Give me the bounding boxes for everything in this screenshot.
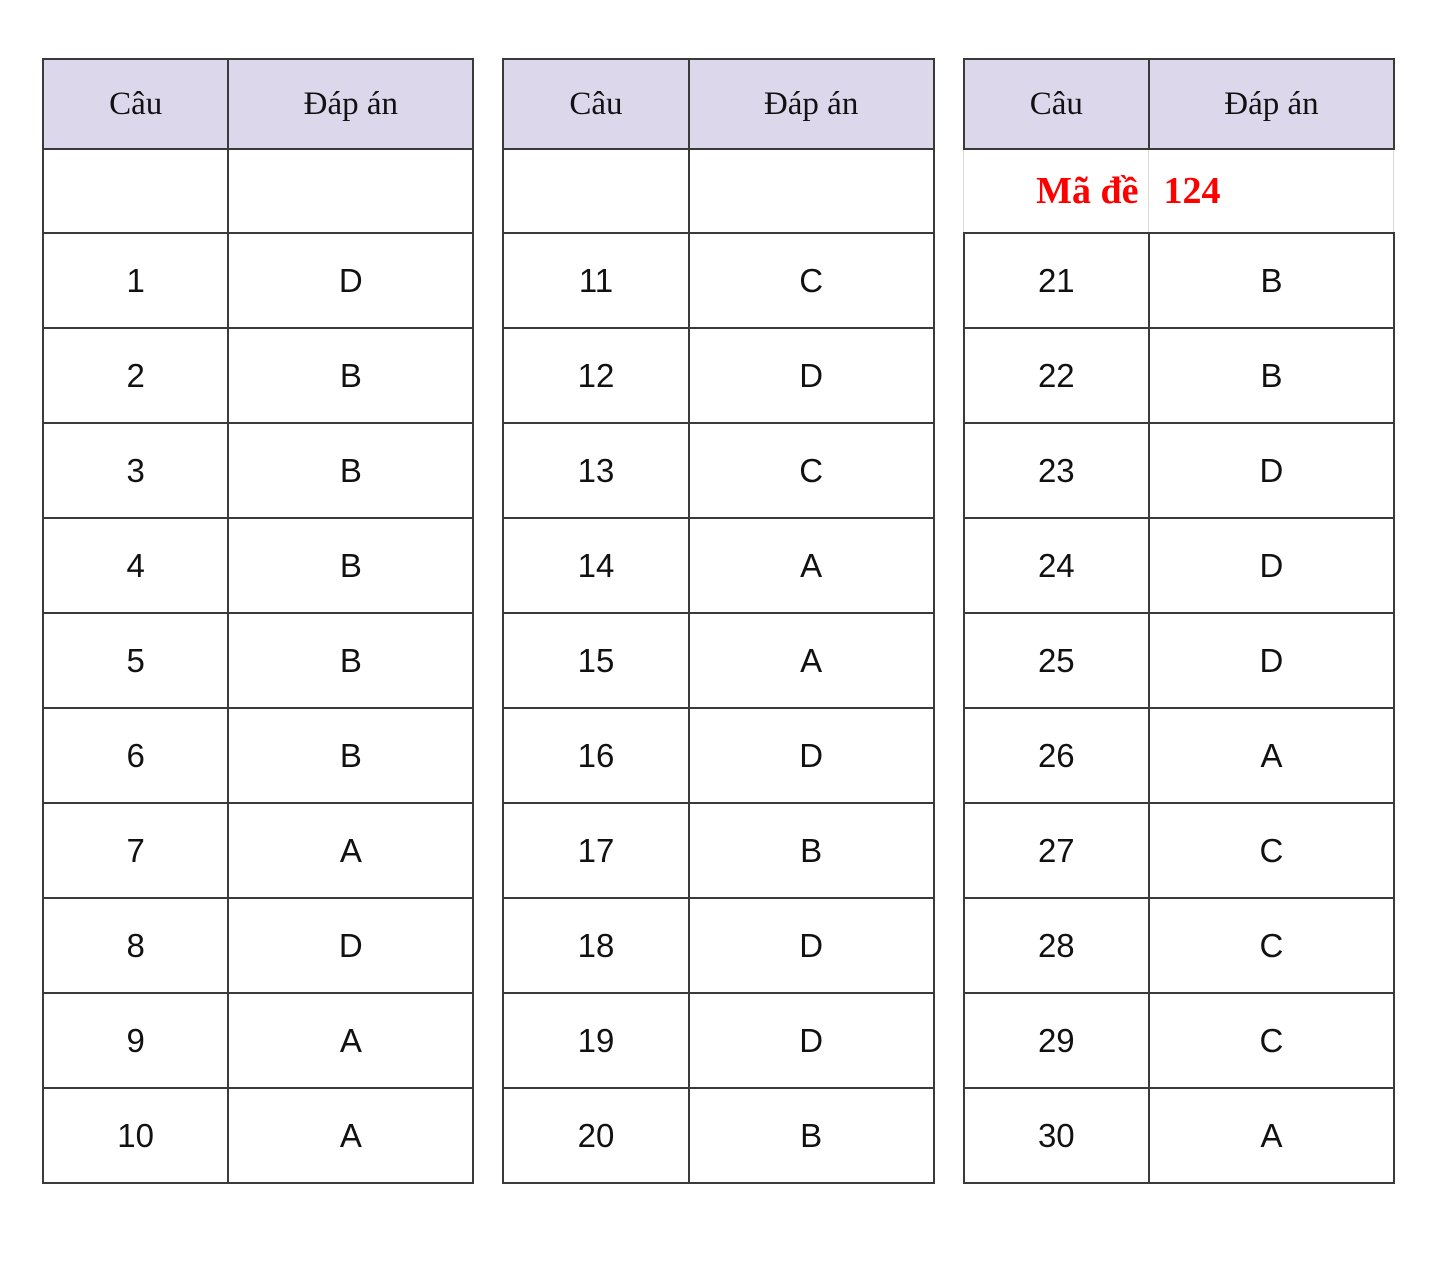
question-number: 17: [503, 803, 688, 898]
question-number: 15: [503, 613, 688, 708]
table-row: [43, 518, 473, 613]
question-number: 23: [964, 423, 1149, 518]
question-number: 27: [964, 803, 1149, 898]
question-number: 14: [503, 518, 688, 613]
table-row: [964, 993, 1394, 1088]
table-row: [43, 613, 473, 708]
table-row: [43, 423, 473, 518]
answer-letter: C: [689, 423, 934, 518]
answer-letter: C: [689, 233, 934, 328]
top-blank-row-1: [43, 149, 473, 233]
answer-letter: A: [228, 803, 473, 898]
answer-block-1: [42, 58, 474, 1184]
answer-letter: D: [689, 993, 934, 1088]
table-row: [503, 803, 933, 898]
question-number: 5: [43, 613, 228, 708]
exam-code-label: Mã đề: [964, 149, 1149, 233]
blank-cell: [228, 149, 473, 233]
answer-letter: A: [689, 613, 934, 708]
blank-cell: [503, 149, 688, 233]
answer-letter: B: [228, 708, 473, 803]
table-row: [43, 1088, 473, 1183]
answer-letter: D: [228, 898, 473, 993]
table-row: [964, 708, 1394, 803]
answer-letter: C: [1149, 993, 1394, 1088]
answer-letter: B: [1149, 233, 1394, 328]
table-row: [503, 1088, 933, 1183]
question-number: 10: [43, 1088, 228, 1183]
header-answer-1: Đáp án: [228, 59, 473, 149]
table-row: [43, 993, 473, 1088]
answer-letter: B: [689, 803, 934, 898]
table-row: [43, 803, 473, 898]
table-row: [503, 613, 933, 708]
answer-letter: D: [689, 898, 934, 993]
answer-letter: B: [228, 613, 473, 708]
table-row: [964, 423, 1394, 518]
header-question-1: Câu: [43, 59, 228, 149]
table-row: [503, 518, 933, 613]
table-row: [964, 328, 1394, 423]
question-number: 12: [503, 328, 688, 423]
answer-letter: B: [1149, 328, 1394, 423]
blank-cell: [43, 149, 228, 233]
answer-table-1: [42, 58, 474, 1184]
answer-table-3: [963, 58, 1395, 1184]
table-row: [964, 898, 1394, 993]
table-row: [43, 708, 473, 803]
question-number: 19: [503, 993, 688, 1088]
table-row: [503, 328, 933, 423]
table-row: [964, 613, 1394, 708]
question-number: 11: [503, 233, 688, 328]
question-number: 7: [43, 803, 228, 898]
header-answer-2: Đáp án: [689, 59, 934, 149]
question-number: 20: [503, 1088, 688, 1183]
top-blank-row-2: [503, 149, 933, 233]
question-number: 3: [43, 423, 228, 518]
answer-key-grid: [42, 58, 1395, 1184]
question-number: 29: [964, 993, 1149, 1088]
answer-letter: D: [1149, 613, 1394, 708]
exam-code-value: 124: [1149, 149, 1394, 233]
answer-letter: D: [228, 233, 473, 328]
header-question-2: Câu: [503, 59, 688, 149]
answer-letter: D: [689, 328, 934, 423]
question-number: 8: [43, 898, 228, 993]
question-number: 18: [503, 898, 688, 993]
answer-letter: A: [1149, 708, 1394, 803]
table-row: [503, 993, 933, 1088]
answer-table-2: [502, 58, 934, 1184]
answer-letter: C: [1149, 803, 1394, 898]
exam-code-row: [964, 149, 1394, 233]
answer-letter: A: [1149, 1088, 1394, 1183]
question-number: 4: [43, 518, 228, 613]
answer-letter: C: [1149, 898, 1394, 993]
question-number: 13: [503, 423, 688, 518]
answer-letter: D: [689, 708, 934, 803]
question-number: 2: [43, 328, 228, 423]
table-row: [43, 898, 473, 993]
table-row: [43, 233, 473, 328]
answer-letter: D: [1149, 518, 1394, 613]
answer-letter: B: [228, 328, 473, 423]
table-row: [503, 423, 933, 518]
question-number: 24: [964, 518, 1149, 613]
answer-letter: A: [228, 1088, 473, 1183]
header-answer-3: Đáp án: [1149, 59, 1394, 149]
question-number: 16: [503, 708, 688, 803]
question-number: 28: [964, 898, 1149, 993]
table-row: [964, 803, 1394, 898]
header-row-2: [503, 59, 933, 149]
answer-letter: D: [1149, 423, 1394, 518]
blank-cell: [689, 149, 934, 233]
table-row: [43, 328, 473, 423]
table-row: [964, 233, 1394, 328]
header-question-3: Câu: [964, 59, 1149, 149]
header-row-1: [43, 59, 473, 149]
table-row: [503, 708, 933, 803]
answer-letter: B: [689, 1088, 934, 1183]
table-row: [503, 898, 933, 993]
question-number: 26: [964, 708, 1149, 803]
question-number: 22: [964, 328, 1149, 423]
table-row: [503, 233, 933, 328]
answer-block-2: [502, 58, 934, 1184]
table-row: [964, 1088, 1394, 1183]
question-number: 25: [964, 613, 1149, 708]
question-number: 1: [43, 233, 228, 328]
question-number: 6: [43, 708, 228, 803]
question-number: 30: [964, 1088, 1149, 1183]
table-row: [964, 518, 1394, 613]
header-row-3: [964, 59, 1394, 149]
answer-letter: A: [689, 518, 934, 613]
answer-letter: B: [228, 423, 473, 518]
answer-letter: A: [228, 993, 473, 1088]
answer-block-3: [963, 58, 1395, 1184]
question-number: 9: [43, 993, 228, 1088]
question-number: 21: [964, 233, 1149, 328]
answer-letter: B: [228, 518, 473, 613]
